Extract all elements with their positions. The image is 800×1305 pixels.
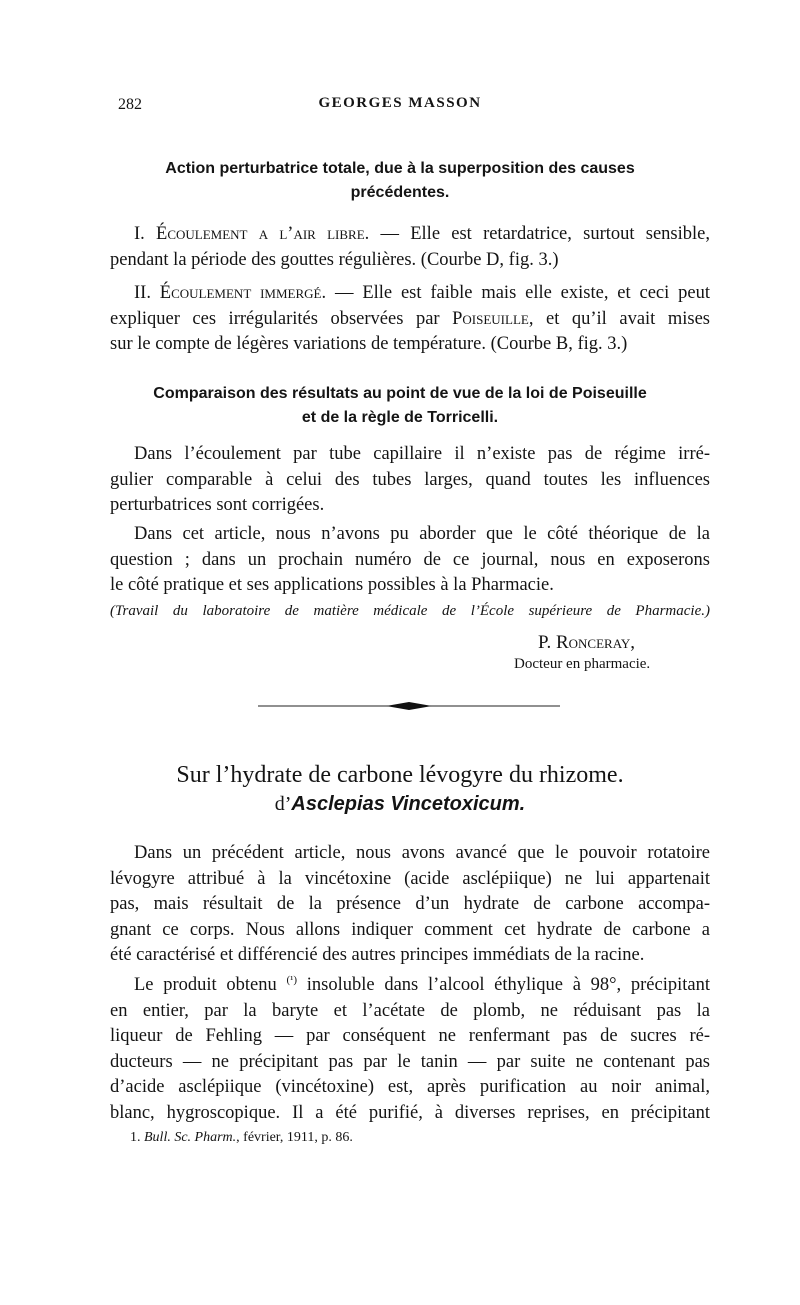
paragraph-line: Dans l’écoulement par tube capillaire il n’existe pas de régime irré-	[134, 444, 710, 464]
section-heading-1	[110, 157, 690, 205]
paragraph-line: d’acide asclépiique (vincétoxine) est, après purification au noir animal,	[110, 1077, 710, 1098]
roman-numeral: I.	[134, 224, 157, 244]
footnote-reference: (¹)	[286, 974, 298, 986]
paragraph-line: question ; dans un prochain numéro de ce journal, nous en exposerons	[110, 549, 710, 570]
section-heading-1-line2: précédentes.	[350, 184, 450, 201]
article-paragraph-2	[110, 968, 710, 1126]
paragraph-line: en entier, par la baryte et l’acétate de plomb, ne réduisant pas la	[110, 1000, 710, 1021]
paragraph-line: été caractérisé et différencié des autres principes immédiats de la racine.	[110, 945, 645, 965]
footnote-number: 1.	[130, 1130, 144, 1145]
paragraph-line: Dans un précédent article, nous avons avancé que le pouvoir rotatoire	[134, 843, 710, 863]
article-subtitle-prefix: d’	[274, 793, 292, 815]
paragraph-line	[110, 281, 710, 307]
page-number: 282	[118, 96, 142, 113]
ornamental-divider	[258, 698, 560, 714]
paragraph-text: — Elle est faible mais elle existe, et ceci peut	[326, 283, 710, 303]
article-subtitle	[0, 793, 800, 816]
paragraph-conclusion	[110, 522, 710, 599]
running-head: GEORGES MASSON	[318, 95, 482, 111]
paragraph-lead: Écoulement immergé.	[159, 283, 327, 303]
article-paragraph-1	[110, 841, 710, 969]
paragraph-line: Dans cet article, nous n’avons pu aborder que le côté théorique de la	[134, 524, 710, 544]
paragraph-text: Le produit obtenu	[134, 975, 287, 996]
paragraph-line: pas, mais résultait de la présence d’un hydrate de carbone accompa-	[110, 894, 710, 914]
author-title: Docteur en pharmacie.	[514, 656, 651, 672]
paragraph-line	[110, 222, 710, 248]
journal-name: Bull. Sc. Pharm.	[144, 1130, 237, 1145]
paragraph-text: — Elle est retardatrice, surtout sensible,	[369, 224, 710, 244]
paragraph-line: le côté pratique et ses applications possibles à la Pharmacie.	[110, 575, 554, 595]
paragraph-line	[110, 307, 710, 333]
paragraph-line: lévogyre attribué à la vincétoxine (acide asclépiique) ne lui appartenait	[110, 868, 710, 889]
paragraph-text: insoluble dans l’alcool éthylique à 98°, précipitant	[297, 975, 710, 996]
footnote-text: , février, 1911, p. 86.	[236, 1130, 353, 1145]
paragraph-line: sur le compte de légères variations de température. (Courbe B, fig. 3.)	[110, 334, 628, 354]
paragraph-line: blanc, hygroscopique. Il a été purifié, à diverses reprises, en précipitant	[110, 1102, 710, 1123]
paragraph-text: , et qu’il avait mises	[528, 308, 710, 329]
laboratory-credit: (Travail du laboratoire de matière médicale de l’École supérieure de Pharmacie.)	[110, 603, 710, 619]
section-heading-2-line2: et de la règle de Torricelli.	[301, 409, 499, 426]
paragraph-line: gulier comparable à celui des tubes larges, quand toutes les influences	[110, 469, 710, 490]
author-name-poiseuille: Poiseuille	[452, 308, 529, 329]
paragraph-line: ducteurs — ne précipitant pas par le tanin — par suite ne contenant pas	[110, 1051, 710, 1072]
paragraph-line: liqueur de Fehling — par conséquent ne renfermant pas de sucres ré-	[110, 1026, 710, 1047]
paragraph-line: gnant ce corps. Nous allons indiquer comment cet hydrate de carbone a	[110, 919, 710, 940]
paragraph-line: perturbatrices sont corrigées.	[110, 495, 325, 515]
article-title: Sur l’hydrate de carbone lévogyre du rhizome.	[176, 762, 624, 788]
paragraph-text: expliquer ces irrégularités observées par	[110, 308, 453, 329]
paragraph-line: pendant la période des gouttes régulières. (Courbe D, fig. 3.)	[110, 249, 559, 270]
section-heading-1-line1: Action perturbatrice totale, due à la superposition des causes	[165, 160, 635, 177]
paragraph-immerge	[110, 281, 710, 358]
species-name: Asclepias Vincetoxicum.	[291, 793, 526, 815]
roman-numeral: II.	[134, 283, 160, 303]
section-heading-2	[110, 382, 690, 430]
section-heading-2-line1: Comparaison des résultats au point de vue de la loi de Poiseuille	[153, 385, 647, 402]
author-initial: P.	[538, 632, 556, 653]
paragraph-air-libre	[110, 222, 710, 273]
author-signature	[538, 632, 635, 654]
footnote	[130, 1130, 353, 1146]
author-name: Ronceray,	[555, 632, 636, 653]
paragraph-lead: Écoulement a l’air libre.	[156, 224, 370, 244]
paragraph-line	[110, 968, 710, 999]
paragraph-regime	[110, 442, 710, 519]
